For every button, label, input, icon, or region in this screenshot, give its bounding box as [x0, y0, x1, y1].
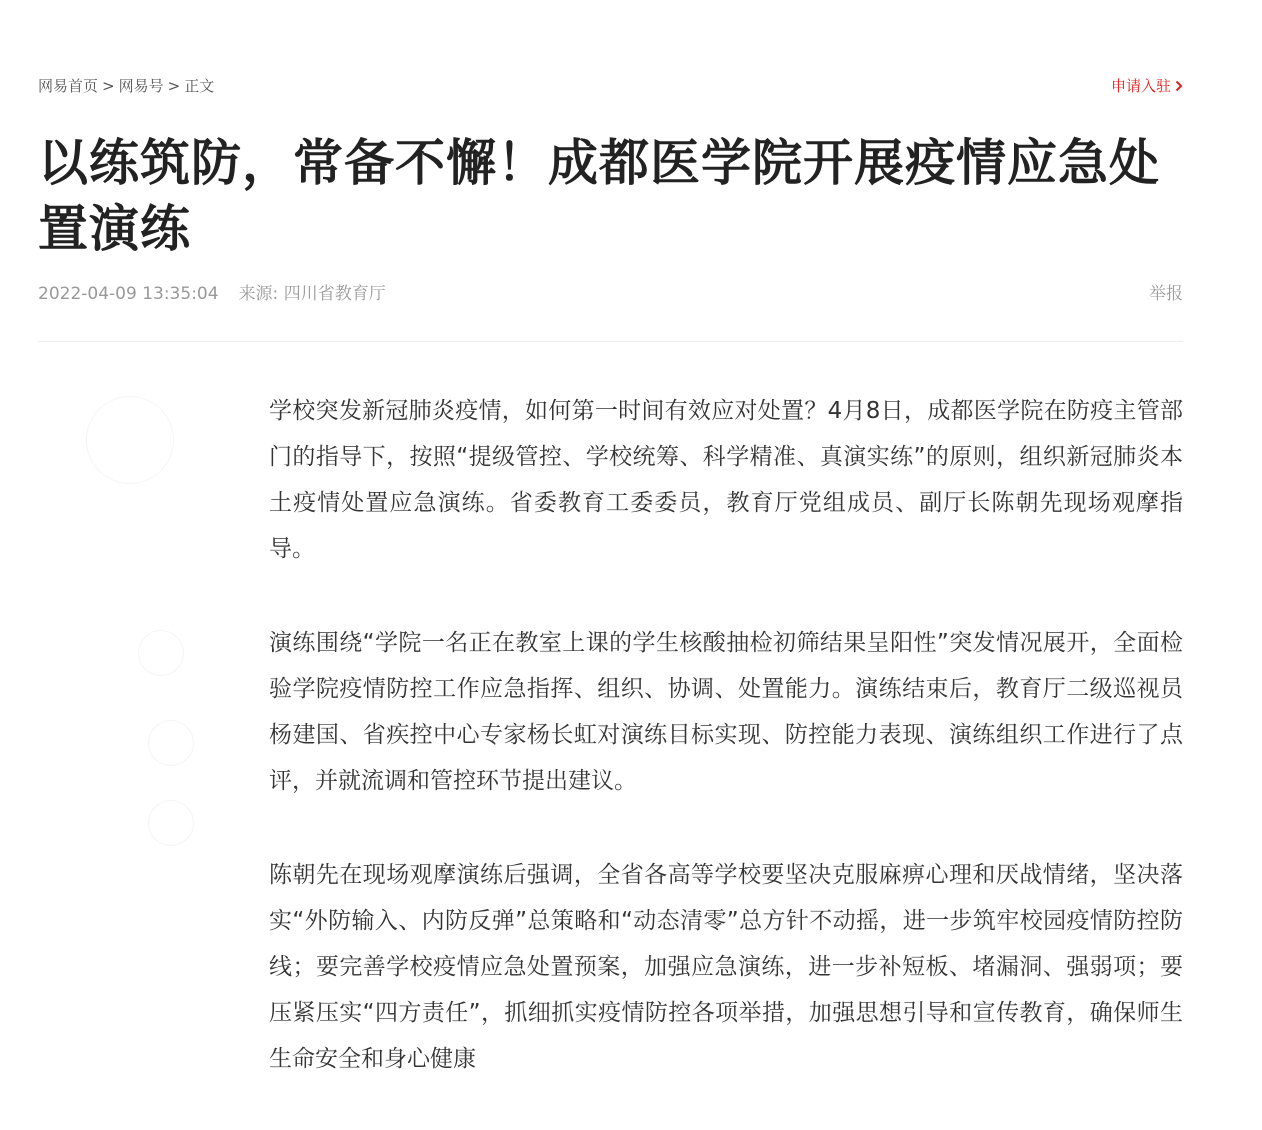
article-page: [38, 0, 1183, 1110]
breadcrumb-item-current: 正文: [184, 77, 215, 95]
breadcrumb-separator: >: [167, 77, 181, 95]
chevron-right-icon: [1175, 74, 1183, 98]
apply-join-label: 申请入驻: [1110, 77, 1171, 95]
apply-join-link[interactable]: [1111, 74, 1183, 98]
breadcrumb-separator: >: [102, 77, 115, 95]
faded-circle-shape: [148, 720, 194, 766]
faded-circle-shape: [86, 396, 174, 484]
report-link[interactable]: 举报: [1149, 284, 1183, 304]
article-body: [269, 388, 1183, 1130]
article-paragraph: 演练围绕“学院一名正在教室上课的学生核酸抽检初筛结果呈阳性”突发情况展开，全面检验学院疫情防控工作应急指挥、组织、协调、处置能力。演练结束后，教育厅二级巡视员杨建国、省疾控中心专家杨长虹对演练目标实现、防控能力表现、演练组织工作进行了点评，并就流调和管控环节提出建议。: [269, 630, 1183, 794]
breadcrumb-item-netease-account[interactable]: 网易号: [118, 77, 164, 95]
article-meta: [38, 282, 1183, 306]
top-bar: [38, 74, 1183, 98]
article-paragraph: 学校突发新冠肺炎疫情，如何第一时间有效应对处置？4月8日，成都医学院在防疫主管部门的指导下，按照“提级管控、学校统筹、科学精准、真演实练”的原则，组织新冠肺炎本土疫情处置应急演练。省委教育工委委员，教育厅党组成员、副厅长陈朝先现场观摩指导。: [269, 398, 1183, 562]
article-source: 来源: 四川省教育厅: [238, 284, 386, 304]
faded-sidebar-decoration: [78, 390, 218, 860]
header-divider: [38, 341, 1183, 342]
breadcrumb: [38, 74, 214, 98]
breadcrumb-item-home[interactable]: 网易首页: [38, 77, 99, 95]
article-title: 以练筑防，常备不懈！成都医学院开展疫情应急处置演练: [38, 134, 1160, 258]
article-paragraph: 陈朝先在现场观摩演练后强调，全省各高等学校要坚决克服麻痹心理和厌战情绪，坚决落实“外防输入、内防反弹”总策略和“动态清零”总方针不动摇，进一步筑牢校园疫情防控防线；要完善学校疫情应急处置预案，加强应急演练，进一步补短板、堵漏洞、强弱项；要压紧压实“四方责任”，抓细抓实疫情防控各项举措，加强思想引导和宣传教育，确保师生生命安全和身心健康: [269, 862, 1183, 1072]
faded-circle-shape: [148, 800, 194, 846]
faded-circle-shape: [138, 630, 184, 676]
publish-time: 2022-04-09 13:35:04: [38, 284, 219, 304]
